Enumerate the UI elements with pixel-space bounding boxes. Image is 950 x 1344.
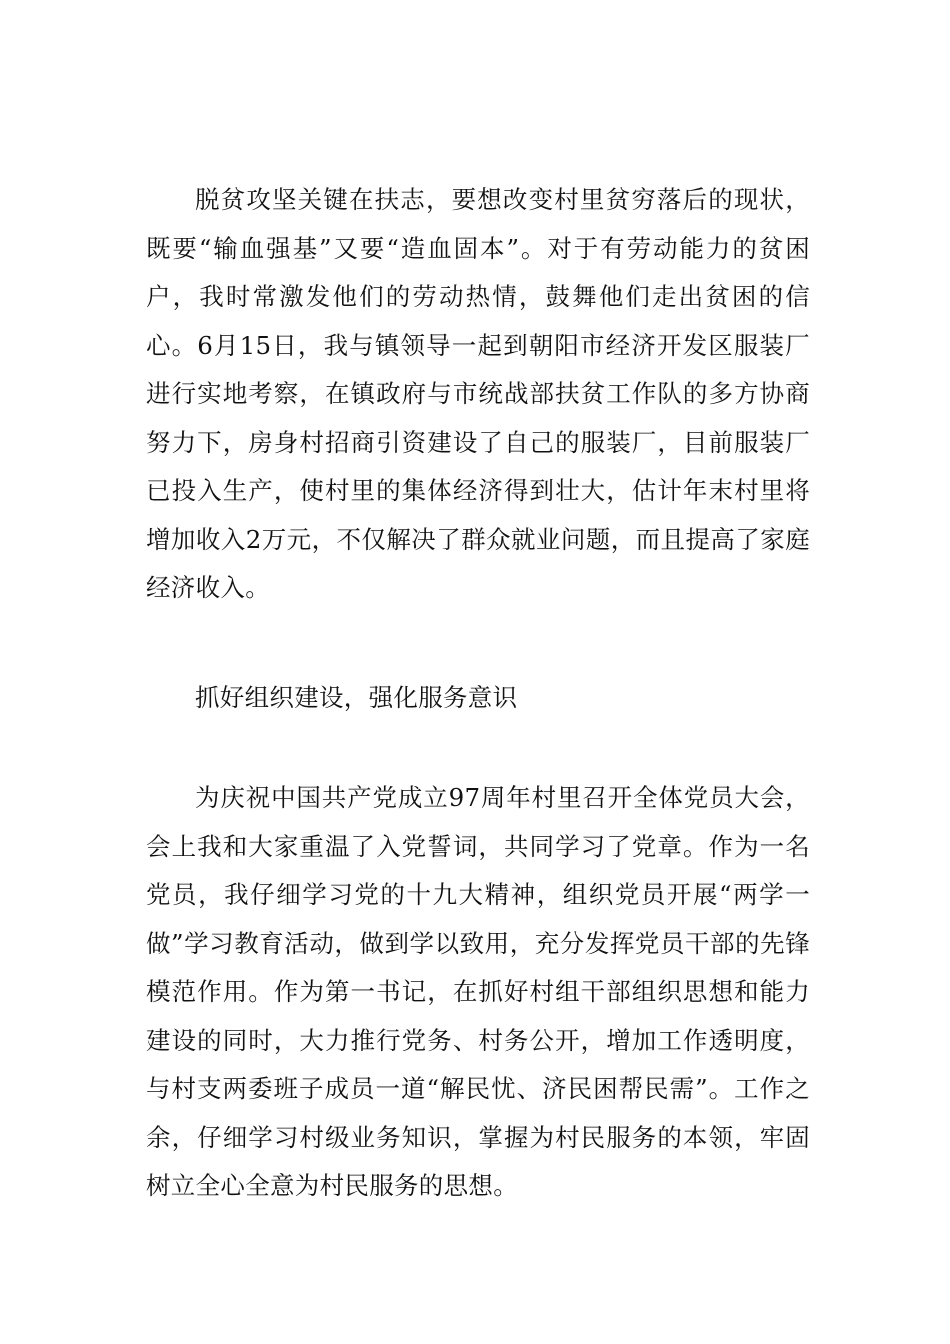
section-heading: 抓好组织建设，强化服务意识 [195,683,518,712]
body-paragraph: 为庆祝中国共产党成立97周年村里召开全体党员大会，会上我和大家重温了入党誓词，共同学习了党章。作为一名党员，我仔细学习党的十九大精神，组织党员开展“两学一做”学习教育活动，做到学以致用，充分发挥党员干部的先锋模范作用。作为第一书记，在抓好村组干部组织思想和能力建设的同时，大力推行党务、村务公开，增加工作透明度，与村支两委班子成员一道“解民忧、济民困帮民需”。工作之余，仔细学习村级业务知识，掌握为村民服务的本领，牢固树立全心全意为村民服务的思想。 [146,783,810,1200]
body-paragraph: 脱贫攻坚关键在扶志，要想改变村里贫穷落后的现状，既要“输血强基”又要“造血固本”。对于有劳动能力的贫困户，我时常激发他们的劳动热情，鼓舞他们走出贫困的信心。6月15日，我与镇领导一起到朝阳市经济开发区服装厂进行实地考察，在镇政府与市统战部扶贫工作队的多方协商努力下，房身村招商引资建设了自己的服装厂，目前服装厂已投入生产，使村里的集体经济得到壮大，估计年末村里将增加收入2万元，不仅解决了群众就业问题，而且提高了家庭经济收入。 [146,185,810,602]
